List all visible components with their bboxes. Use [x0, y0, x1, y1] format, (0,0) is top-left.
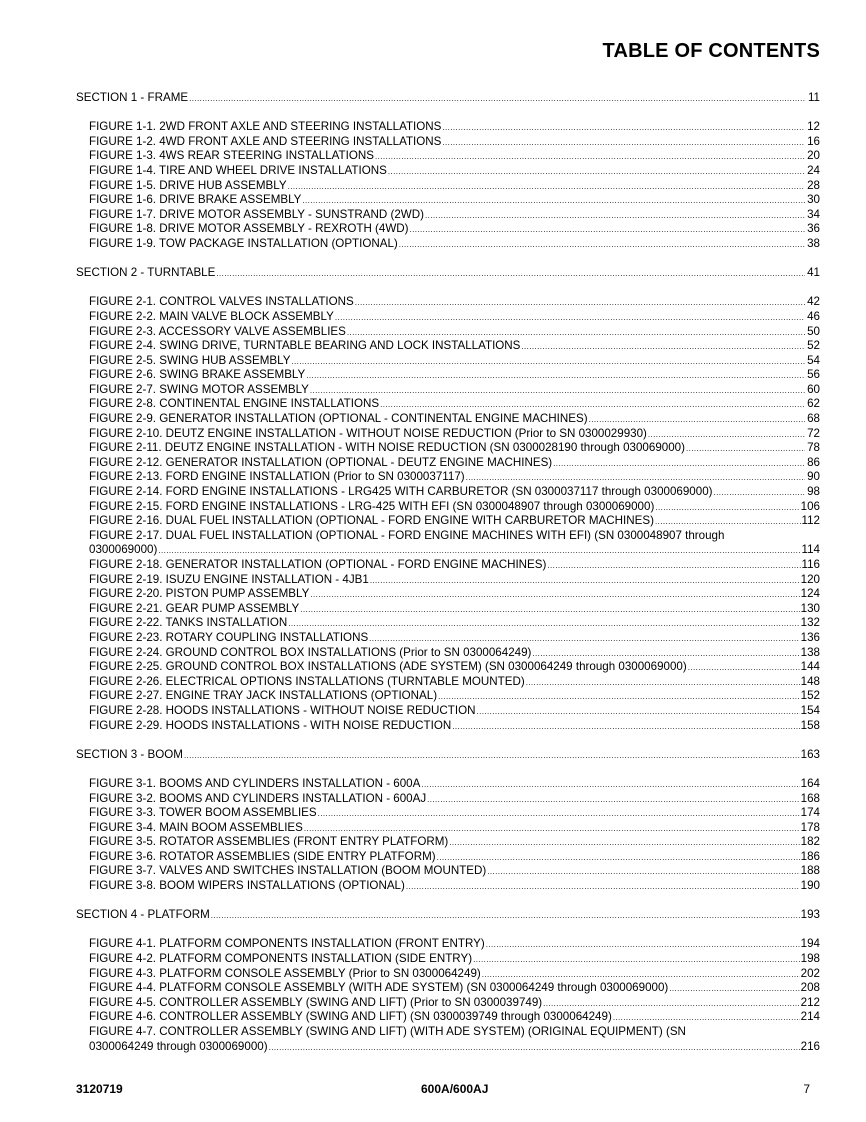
- dot-leader: [347, 326, 805, 341]
- dot-leader: [288, 180, 805, 195]
- figure-page-number: 62: [807, 397, 820, 411]
- figure-title-continued: 0300064249 through 0300069000): [89, 1039, 268, 1053]
- figure-entry[interactable]: [76, 719, 820, 734]
- dot-leader: [521, 340, 805, 355]
- figure-entry[interactable]: [76, 864, 820, 879]
- figure-entry[interactable]: [76, 208, 820, 223]
- figure-entry[interactable]: [76, 339, 820, 354]
- dot-leader: [655, 515, 801, 530]
- figure-page-number: 46: [807, 309, 820, 323]
- figure-title: FIGURE 2-5. SWING HUB ASSEMBLY: [89, 353, 291, 367]
- figure-title: FIGURE 2-27. ENGINE TRAY JACK INSTALLATIONS (OPTIONAL): [89, 689, 438, 703]
- figure-entry[interactable]: [76, 354, 820, 369]
- dot-leader: [427, 793, 799, 808]
- figure-page-number: 202: [800, 966, 820, 980]
- dot-leader: [406, 880, 800, 895]
- figure-page-number: 86: [807, 455, 820, 469]
- figure-entry[interactable]: [76, 631, 820, 646]
- figure-page-number: 72: [807, 426, 820, 440]
- dot-leader: [613, 1011, 800, 1026]
- figure-page-number: 30: [807, 193, 820, 207]
- figure-title: FIGURE 2-12. GENERATOR INSTALLATION (OPTIONAL - DEUTZ ENGINE MACHINES): [89, 455, 553, 469]
- figure-entry[interactable]: [76, 222, 820, 237]
- figure-page-number: 144: [800, 660, 820, 674]
- dot-leader: [543, 997, 800, 1012]
- dot-leader: [300, 603, 799, 618]
- figure-page-number: 114: [801, 543, 820, 557]
- figure-page-number: 12: [807, 120, 820, 134]
- figure-title: FIGURE 3-5. ROTATOR ASSEMBLIES (FRONT ENTRY PLATFORM): [89, 835, 449, 849]
- dot-leader: [288, 617, 799, 632]
- dot-leader: [158, 544, 800, 559]
- figure-entry[interactable]: [76, 996, 820, 1011]
- figure-title: FIGURE 1-8. DRIVE MOTOR ASSEMBLY - REXROTH (4WD): [89, 222, 409, 236]
- section-page-number: 193: [800, 908, 820, 922]
- figure-entry[interactable]: [76, 427, 820, 442]
- figure-entry[interactable]: [76, 295, 820, 310]
- figure-title: FIGURE 4-6. CONTROLLER ASSEMBLY (SWING AND LIFT) (SN 0300039749 through 0300064249): [89, 1010, 612, 1024]
- figure-entry[interactable]: [76, 835, 820, 850]
- section-entry[interactable]: [76, 266, 820, 281]
- figure-entry[interactable]: [76, 967, 820, 982]
- section-entry[interactable]: [76, 91, 820, 106]
- dot-leader: [449, 836, 799, 851]
- dot-leader: [486, 938, 800, 953]
- figure-entry[interactable]: [76, 558, 820, 573]
- dot-leader: [547, 559, 800, 574]
- dot-leader: [399, 238, 805, 253]
- dot-leader: [442, 136, 805, 151]
- figure-entry[interactable]: [76, 441, 820, 456]
- figure-page-number: 106: [800, 499, 820, 513]
- figure-entry[interactable]: [76, 470, 820, 485]
- figure-page-number: 148: [800, 674, 820, 688]
- figure-page-number: 56: [807, 368, 820, 382]
- figure-entry[interactable]: [76, 397, 820, 412]
- dot-leader: [487, 865, 799, 880]
- dot-leader: [318, 807, 800, 822]
- figure-page-number: 186: [800, 849, 820, 863]
- dot-leader: [655, 501, 799, 516]
- figure-entry[interactable]: [76, 689, 820, 704]
- figure-title: FIGURE 3-8. BOOM WIPERS INSTALLATIONS (OPTIONAL): [89, 879, 405, 893]
- dot-leader: [553, 457, 805, 472]
- figure-page-number: 116: [801, 558, 820, 571]
- figure-title: FIGURE 4-1. PLATFORM COMPONENTS INSTALLATION (FRONT ENTRY): [89, 937, 485, 951]
- page-number: 7: [803, 1082, 810, 1096]
- figure-title: FIGURE 1-6. DRIVE BRAKE ASSEMBLY: [89, 193, 302, 207]
- figure-entry[interactable]: [76, 879, 820, 894]
- figure-page-number: 194: [800, 937, 820, 951]
- dot-leader: [380, 398, 805, 413]
- section-title: SECTION 2 - TURNTABLE: [76, 266, 216, 280]
- dot-leader: [269, 1041, 800, 1056]
- figure-page-number: 190: [800, 879, 820, 893]
- figure-page-number: 90: [807, 470, 820, 484]
- dot-leader: [425, 209, 805, 224]
- section-page-number: 163: [800, 747, 820, 761]
- dot-leader: [370, 574, 800, 589]
- figure-entry[interactable]: [76, 1010, 820, 1025]
- figure-title: FIGURE 2-11. DEUTZ ENGINE INSTALLATION - WITH NOISE REDUCTION (SN 0300028190 through 030069000): [89, 441, 685, 455]
- figure-entry[interactable]: [76, 149, 820, 164]
- dot-leader: [466, 471, 805, 486]
- figure-entry[interactable]: [76, 850, 820, 865]
- figure-title: FIGURE 1-4. TIRE AND WHEEL DRIVE INSTALLATIONS: [89, 163, 387, 177]
- figure-title: FIGURE 2-20. PISTON PUMP ASSEMBLY: [89, 587, 310, 601]
- figure-page-number: 50: [807, 324, 820, 338]
- figure-page-number: 136: [800, 630, 820, 644]
- dot-leader: [532, 647, 799, 662]
- dot-leader: [526, 676, 800, 691]
- figure-entry[interactable]: [76, 325, 820, 340]
- figure-title: FIGURE 4-2. PLATFORM COMPONENTS INSTALLATION (SIDE ENTRY): [89, 952, 473, 966]
- figure-entry[interactable]: [76, 456, 820, 471]
- figure-page-number: 214: [800, 1010, 820, 1024]
- dot-leader: [211, 909, 800, 924]
- figure-title: FIGURE 2-8. CONTINENTAL ENGINE INSTALLATIONS: [89, 397, 380, 411]
- figure-page-number: 154: [800, 703, 820, 717]
- dot-leader: [477, 705, 800, 720]
- figure-page-number: 208: [800, 981, 820, 995]
- figure-entry[interactable]: [76, 237, 820, 252]
- figure-title: FIGURE 1-7. DRIVE MOTOR ASSEMBLY - SUNSTRAND (2WD): [89, 207, 424, 221]
- dot-leader: [437, 851, 800, 866]
- figure-title: FIGURE 4-5. CONTROLLER ASSEMBLY (SWING AND LIFT) (Prior to SN 0300039749): [89, 995, 543, 1009]
- figure-page-number: 130: [800, 601, 820, 615]
- dot-leader: [410, 223, 805, 238]
- dot-leader: [291, 355, 805, 370]
- dot-leader: [688, 661, 800, 676]
- figure-entry[interactable]: [76, 1025, 820, 1054]
- figure-page-number: 24: [807, 163, 820, 177]
- dot-leader: [189, 92, 805, 107]
- figure-page-number: 120: [800, 572, 820, 586]
- figure-title: FIGURE 4-7. CONTROLLER ASSEMBLY (SWING AND LIFT) (WITH ADE SYSTEM) (ORIGINAL EQUIPMENT) (SN: [89, 1025, 686, 1038]
- figure-page-number: 132: [800, 616, 820, 630]
- figure-entry[interactable]: [76, 193, 820, 208]
- figure-page-number: 124: [800, 587, 820, 601]
- dot-leader: [473, 953, 800, 968]
- figure-entry[interactable]: [76, 310, 820, 325]
- figure-title: FIGURE 2-18. GENERATOR INSTALLATION (OPTIONAL - FORD ENGINE MACHINES): [89, 558, 547, 571]
- figure-page-number: 212: [800, 995, 820, 1009]
- dot-leader: [388, 165, 805, 180]
- figure-entry[interactable]: [76, 514, 820, 529]
- figure-title: FIGURE 4-3. PLATFORM CONSOLE ASSEMBLY (Prior to SN 0300064249): [89, 966, 481, 980]
- dot-leader: [648, 428, 805, 443]
- dot-leader: [310, 384, 805, 399]
- figure-entry[interactable]: [76, 368, 820, 383]
- figure-title: FIGURE 2-19. ISUZU ENGINE INSTALLATION - 4JB1: [89, 572, 369, 586]
- figure-page-number: 112: [801, 514, 820, 528]
- figure-title-continuation-line: [89, 1040, 820, 1055]
- figure-page-number: 34: [807, 207, 820, 221]
- figure-entry[interactable]: [76, 704, 820, 719]
- figure-page-number: 98: [807, 485, 820, 499]
- dot-leader: [369, 632, 799, 647]
- dot-leader: [304, 822, 800, 837]
- figure-title: FIGURE 2-29. HOODS INSTALLATIONS - WITH NOISE REDUCTION: [89, 718, 452, 732]
- figure-page-number: 60: [807, 382, 820, 396]
- figure-entry[interactable]: [76, 135, 820, 150]
- figure-entry[interactable]: [76, 529, 820, 558]
- figure-page-number: 216: [800, 1039, 820, 1053]
- figure-page-number: 188: [800, 864, 820, 878]
- figure-title: FIGURE 1-9. TOW PACKAGE INSTALLATION (OPTIONAL): [89, 236, 398, 250]
- figure-title: FIGURE 2-6. SWING BRAKE ASSEMBLY: [89, 368, 306, 382]
- figure-entry[interactable]: [76, 660, 820, 675]
- figure-title: FIGURE 2-15. FORD ENGINE INSTALLATIONS - LRG-425 WITH EFI (SN 0300048907 through 0300069000): [89, 499, 655, 513]
- figure-entry[interactable]: [76, 179, 820, 194]
- page-title: TABLE OF CONTENTS: [602, 40, 820, 62]
- figure-page-number: 138: [800, 645, 820, 659]
- figure-page-number: 178: [800, 820, 820, 834]
- figure-title: FIGURE 2-21. GEAR PUMP ASSEMBLY: [89, 601, 300, 615]
- figure-title: FIGURE 2-7. SWING MOTOR ASSEMBLY: [89, 382, 309, 396]
- section-title: SECTION 3 - BOOM: [76, 747, 183, 761]
- dot-leader: [438, 690, 800, 705]
- figure-entry[interactable]: [76, 573, 820, 588]
- figure-page-number: 38: [807, 236, 820, 250]
- table-of-contents: [76, 91, 820, 1054]
- doc-number: 3120719: [76, 1082, 123, 1096]
- figure-page-number: 42: [807, 295, 820, 309]
- section-page-number: 11: [807, 91, 820, 104]
- figure-entry[interactable]: [76, 981, 820, 996]
- figure-entry[interactable]: [76, 616, 820, 631]
- figure-entry[interactable]: [76, 587, 820, 602]
- dot-leader: [310, 588, 799, 603]
- figure-title: FIGURE 2-28. HOODS INSTALLATIONS - WITHOUT NOISE REDUCTION: [89, 703, 476, 717]
- figure-title: FIGURE 2-1. CONTROL VALVES INSTALLATIONS: [89, 295, 354, 309]
- dot-leader: [452, 720, 799, 735]
- dot-leader: [686, 442, 805, 457]
- section-entry[interactable]: [76, 908, 820, 923]
- figure-title: FIGURE 2-2. MAIN VALVE BLOCK ASSEMBLY: [89, 309, 334, 323]
- figure-entry[interactable]: [76, 806, 820, 821]
- figure-title: FIGURE 3-2. BOOMS AND CYLINDERS INSTALLATION - 600AJ: [89, 791, 427, 805]
- figure-title: FIGURE 1-5. DRIVE HUB ASSEMBLY: [89, 178, 287, 192]
- figure-title-continued: 0300069000): [89, 543, 158, 557]
- figure-title: FIGURE 2-23. ROTARY COUPLING INSTALLATIONS: [89, 630, 369, 644]
- figure-page-number: 164: [800, 776, 820, 790]
- figure-entry[interactable]: [76, 412, 820, 427]
- figure-page-number: 16: [807, 134, 820, 148]
- dot-leader: [589, 413, 805, 428]
- figure-entry[interactable]: [76, 821, 820, 836]
- figure-page-number: 54: [807, 353, 820, 367]
- figure-entry[interactable]: [76, 952, 820, 967]
- dot-leader: [669, 982, 799, 997]
- section-entry[interactable]: [76, 748, 820, 763]
- figure-entry[interactable]: [76, 602, 820, 617]
- dot-leader: [216, 267, 805, 282]
- figure-entry[interactable]: [76, 937, 820, 952]
- figure-title: FIGURE 2-26. ELECTRICAL OPTIONS INSTALLATIONS (TURNTABLE MOUNTED): [89, 674, 525, 688]
- figure-title: FIGURE 2-25. GROUND CONTROL BOX INSTALLATIONS (ADE SYSTEM) (SN 0300064249 through 0300069000): [89, 660, 687, 674]
- dot-leader: [442, 121, 805, 136]
- figure-title: FIGURE 2-17. DUAL FUEL INSTALLATION (OPTIONAL - FORD ENGINE MACHINES WITH EFI) (SN 0300048907 through: [89, 528, 725, 542]
- figure-title: FIGURE 2-24. GROUND CONTROL BOX INSTALLATIONS (Prior to SN 0300064249): [89, 645, 532, 659]
- section-title: SECTION 1 - FRAME: [76, 91, 189, 104]
- figure-entry[interactable]: [76, 485, 820, 500]
- model-name: 600A/600AJ: [421, 1082, 489, 1096]
- figure-page-number: 152: [800, 689, 820, 703]
- figure-entry[interactable]: [76, 120, 820, 135]
- figure-page-number: 158: [800, 718, 820, 732]
- figure-title: FIGURE 1-3. 4WS REAR STEERING INSTALLATIONS: [89, 149, 374, 163]
- figure-title: FIGURE 2-14. FORD ENGINE INSTALLATIONS - LRG425 WITH CARBURETOR (SN 0300037117 through 0300069000): [89, 485, 713, 499]
- figure-entry[interactable]: [76, 792, 820, 807]
- figure-entry[interactable]: [76, 500, 820, 515]
- dot-leader: [355, 296, 805, 311]
- figure-title: FIGURE 2-10. DEUTZ ENGINE INSTALLATION - WITHOUT NOISE REDUCTION (Prior to SN 0300029930): [89, 426, 647, 440]
- figure-title: FIGURE 2-4. SWING DRIVE, TURNTABLE BEARING AND LOCK INSTALLATIONS: [89, 339, 521, 353]
- figure-title: FIGURE 1-2. 4WD FRONT AXLE AND STEERING INSTALLATIONS: [89, 134, 442, 148]
- figure-page-number: 36: [807, 222, 820, 236]
- figure-title: FIGURE 2-22. TANKS INSTALLATION: [89, 616, 288, 630]
- figure-page-number: 20: [807, 149, 820, 163]
- figure-page-number: 68: [807, 412, 820, 426]
- dot-leader: [184, 749, 800, 764]
- dot-leader: [482, 968, 800, 983]
- figure-entry[interactable]: [76, 675, 820, 690]
- section-page-number: 41: [807, 266, 820, 280]
- figure-title: FIGURE 3-6. ROTATOR ASSEMBLIES (SIDE ENTRY PLATFORM): [89, 849, 436, 863]
- figure-page-number: 174: [800, 806, 820, 820]
- figure-page-number: 182: [800, 835, 820, 849]
- figure-page-number: 198: [800, 952, 820, 966]
- figure-page-number: 52: [807, 339, 820, 353]
- figure-title: FIGURE 4-4. PLATFORM CONSOLE ASSEMBLY (WITH ADE SYSTEM) (SN 0300064249 through 0300069000): [89, 981, 669, 995]
- figure-title: FIGURE 2-13. FORD ENGINE INSTALLATION (Prior to SN 0300037117): [89, 470, 465, 484]
- section-title: SECTION 4 - PLATFORM: [76, 908, 210, 922]
- dot-leader: [421, 778, 799, 793]
- dot-leader: [306, 369, 805, 384]
- figure-title: FIGURE 2-9. GENERATOR INSTALLATION (OPTIONAL - CONTINENTAL ENGINE MACHINES): [89, 412, 588, 426]
- figure-page-number: 28: [807, 178, 820, 192]
- figure-entry[interactable]: [76, 646, 820, 661]
- figure-title-continuation-line: [89, 543, 820, 558]
- figure-title: FIGURE 3-7. VALVES AND SWITCHES INSTALLATION (BOOM MOUNTED): [89, 864, 487, 878]
- dot-leader: [375, 150, 805, 165]
- figure-title: FIGURE 2-16. DUAL FUEL INSTALLATION (OPTIONAL - FORD ENGINE WITH CARBURETOR MACHINES): [89, 514, 654, 528]
- figure-page-number: 168: [800, 791, 820, 805]
- figure-title: FIGURE 3-1. BOOMS AND CYLINDERS INSTALLATION - 600A: [89, 776, 421, 790]
- figure-entry[interactable]: [76, 777, 820, 792]
- dot-leader: [714, 486, 805, 501]
- dot-leader: [335, 311, 805, 326]
- figure-entry[interactable]: [76, 164, 820, 179]
- figure-title: FIGURE 3-4. MAIN BOOM ASSEMBLIES: [89, 820, 303, 834]
- dot-leader: [302, 194, 805, 209]
- figure-page-number: 78: [807, 441, 820, 455]
- figure-title: FIGURE 3-3. TOWER BOOM ASSEMBLIES: [89, 806, 317, 820]
- figure-title: FIGURE 2-3. ACCESSORY VALVE ASSEMBLIES: [89, 324, 346, 338]
- figure-title: FIGURE 1-1. 2WD FRONT AXLE AND STEERING INSTALLATIONS: [89, 120, 442, 134]
- figure-entry[interactable]: [76, 383, 820, 398]
